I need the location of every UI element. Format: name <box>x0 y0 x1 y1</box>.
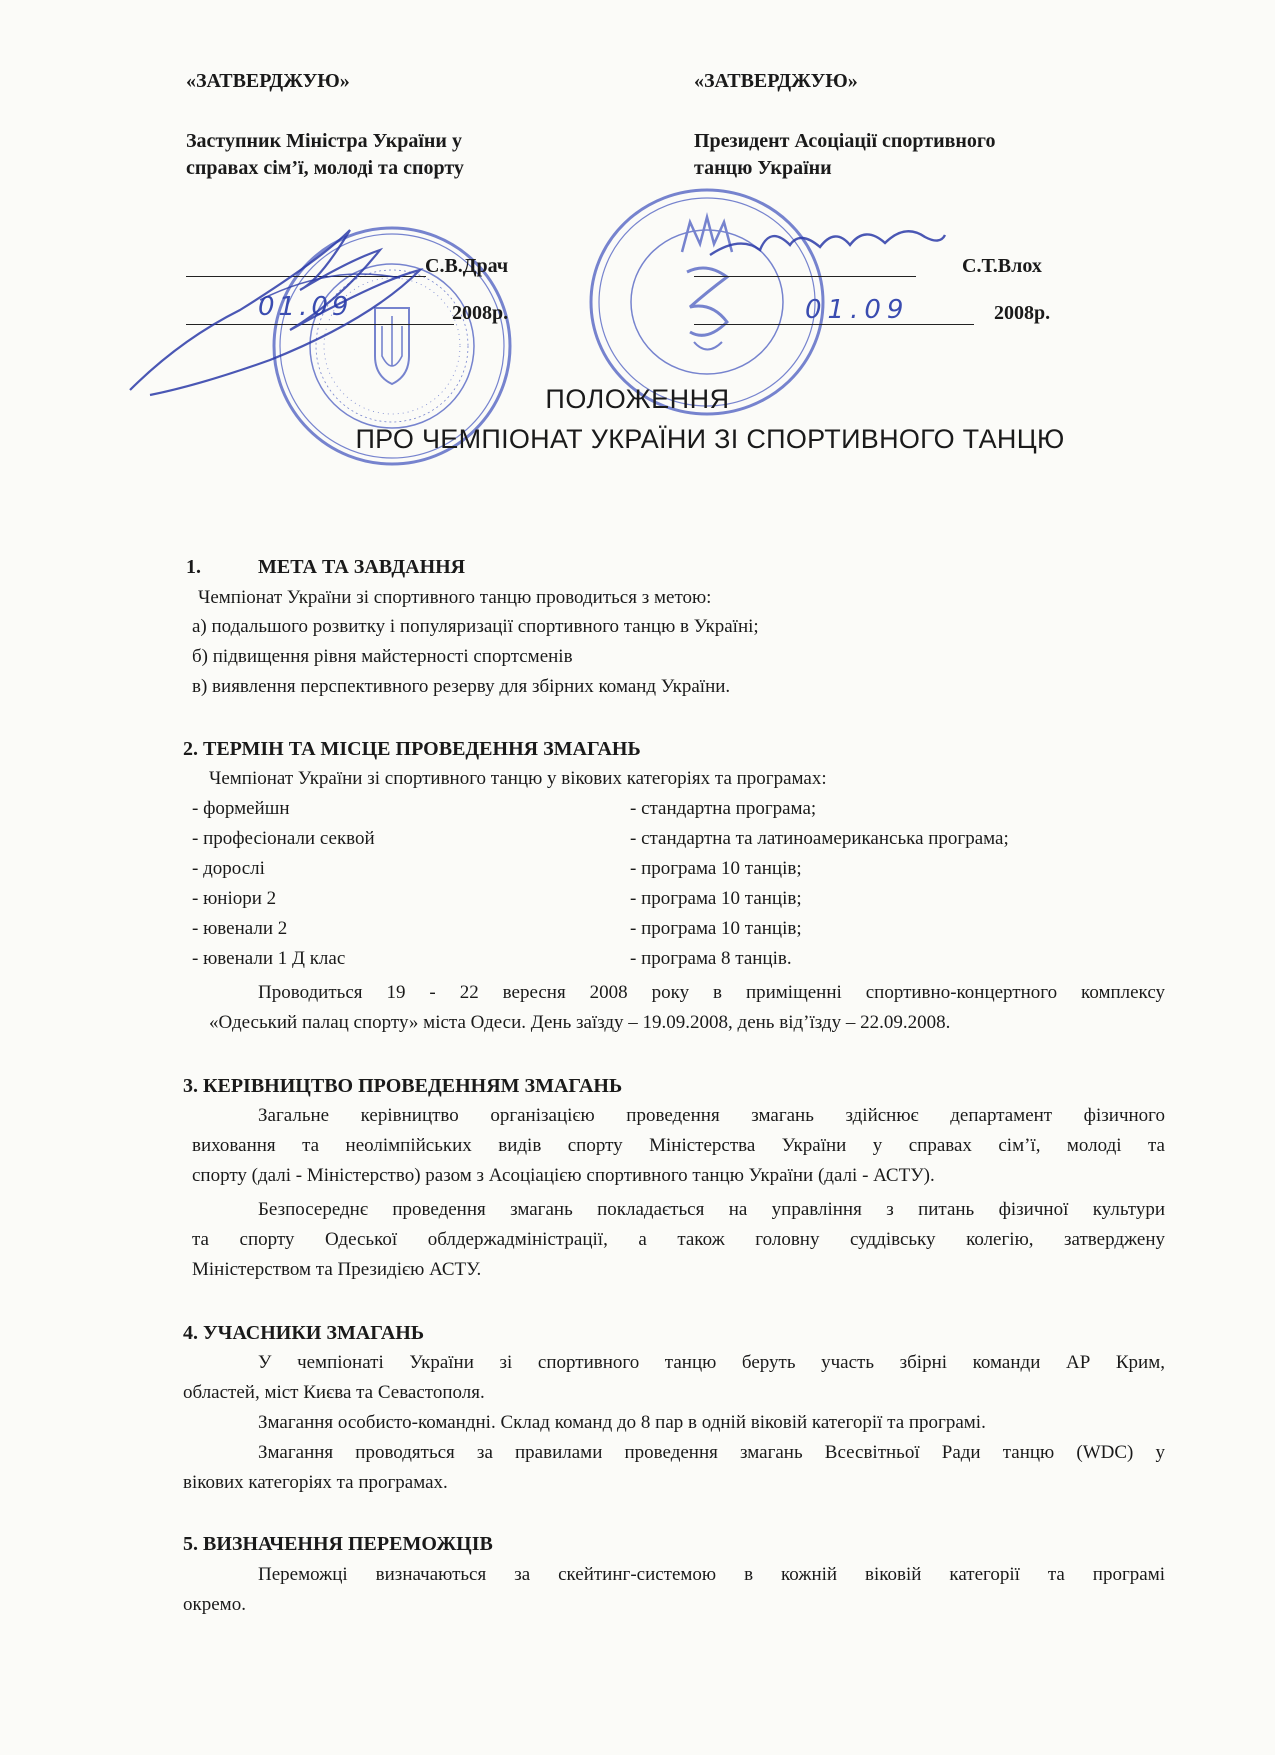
section5-p1-line1: Переможці визначаються за скейтинг-системою в кожній віковій категорії та програмі <box>258 1564 1165 1585</box>
category-item: - формейшн <box>192 798 290 819</box>
section4-p3-line1: Змагання проводяться за правилами проведення змагань Всесвітньої Ради танцю (WDC) у <box>258 1442 1165 1463</box>
approval-right-year: 2008р. <box>994 302 1051 324</box>
approval-right-position-line1: Президент Асоціації спортивного <box>694 130 996 152</box>
section1-heading: МЕТА ТА ЗАВДАННЯ <box>258 556 466 578</box>
program-item: - програма 10 танців; <box>630 858 802 879</box>
section5-p1-line2: окремо. <box>183 1594 246 1615</box>
section1-item-b: б) підвищення рівня майстерності спортсменів <box>192 646 573 667</box>
section1-item-a: а) подальшого розвитку і популяризації спортивного танцю в Україні; <box>192 616 759 637</box>
right-signature <box>700 215 950 285</box>
left-handwritten-date: 01.09 <box>258 292 353 322</box>
approval-left-position-line1: Заступник Міністра України у <box>186 130 462 152</box>
section3-p1-line3: спорту (далі - Міністерство) разом з Асоціацією спортивного танцю України (далі - АСТУ). <box>192 1165 935 1186</box>
section1-intro: Чемпіонат України зі спортивного танцю проводиться з метою: <box>198 587 712 608</box>
section3-p2-line3: Міністерством та Президією АСТУ. <box>192 1259 482 1280</box>
section1-number: 1. <box>186 556 201 578</box>
approval-left-heading: «ЗАТВЕРДЖУЮ» <box>186 70 350 92</box>
approval-left-position-line2: справах сім’ї, молоді та спорту <box>186 157 464 179</box>
section3-heading: 3. КЕРІВНИЦТВО ПРОВЕДЕННЯМ ЗМАГАНЬ <box>183 1075 623 1097</box>
section3-p1-line2: виховання та неолімпійських видів спорту Міністерства України у справах сім’ї, молоді та <box>192 1135 1165 1156</box>
section3-p2-line1: Безпосереднє проведення змагань покладається на управління з питань фізичної культури <box>258 1199 1165 1220</box>
section4-p3-line2: вікових категоріях та програмах. <box>183 1472 448 1493</box>
category-item: - професіонали секвой <box>192 828 375 849</box>
program-item: - стандартна програма; <box>630 798 817 819</box>
section4-heading: 4. УЧАСНИКИ ЗМАГАНЬ <box>183 1322 425 1344</box>
section5-heading: 5. ВИЗНАЧЕННЯ ПЕРЕМОЖЦІВ <box>183 1533 493 1555</box>
approval-right-heading: «ЗАТВЕРДЖУЮ» <box>694 70 858 92</box>
left-signature <box>120 220 470 400</box>
approval-right-name: С.Т.Влох <box>962 255 1042 277</box>
section1-item-c: в) виявлення перспективного резерву для збірних команд України. <box>192 676 731 697</box>
program-item: - програма 10 танців; <box>630 918 802 939</box>
section4-p2-line1: Змагання особисто-командні. Склад команд до 8 пар в одній віковій категорії та програмі. <box>258 1412 986 1433</box>
section3-p1-line1: Загальне керівництво організацією проведення змагань здійснює департамент фізичного <box>258 1105 1165 1126</box>
document-title: ПОЛОЖЕННЯ <box>545 384 730 414</box>
section4-p1-line1: У чемпіонаті України зі спортивного танцю беруть участь збірні команди АР Крим, <box>258 1352 1165 1373</box>
category-item: - юніори 2 <box>192 888 277 909</box>
section4-p1-line2: областей, міст Києва та Севастополя. <box>183 1382 485 1403</box>
category-item: - ювенали 1 Д клас <box>192 948 346 969</box>
section2-paragraph-line1: Проводиться 19 - 22 вересня 2008 року в приміщенні спортивно-концертного комплексу <box>258 982 1165 1003</box>
section2-heading: 2. ТЕРМІН ТА МІСЦЕ ПРОВЕДЕННЯ ЗМАГАНЬ <box>183 738 641 760</box>
section2-paragraph-line2: «Одеський палац спорту» міста Одеси. День заїзду – 19.09.2008, день від’їзду – 22.09.2008. <box>209 1012 951 1033</box>
program-item: - програма 10 танців; <box>630 888 802 909</box>
section2-intro: Чемпіонат України зі спортивного танцю у вікових категоріях та програмах: <box>209 768 827 789</box>
section3-p2-line2: та спорту Одеської облдержадміністрації, а також головну суддівську колегію, затверджену <box>192 1229 1165 1250</box>
document-subtitle: ПРО ЧЕМПІОНАТ УКРАЇНИ ЗІ СПОРТИВНОГО ТАНЦЮ <box>355 424 1065 454</box>
approval-left-name: С.В.Драч <box>425 255 509 277</box>
category-item: - ювенали 2 <box>192 918 288 939</box>
approval-right-position-line2: танцю України <box>694 157 832 179</box>
program-item: - програма 8 танців. <box>630 948 792 969</box>
approval-left-year: 2008р. <box>452 302 509 324</box>
category-item: - дорослі <box>192 858 265 879</box>
right-handwritten-date: 01.09 <box>805 295 910 325</box>
program-item: - стандартна та латиноамериканська програма; <box>630 828 1009 849</box>
